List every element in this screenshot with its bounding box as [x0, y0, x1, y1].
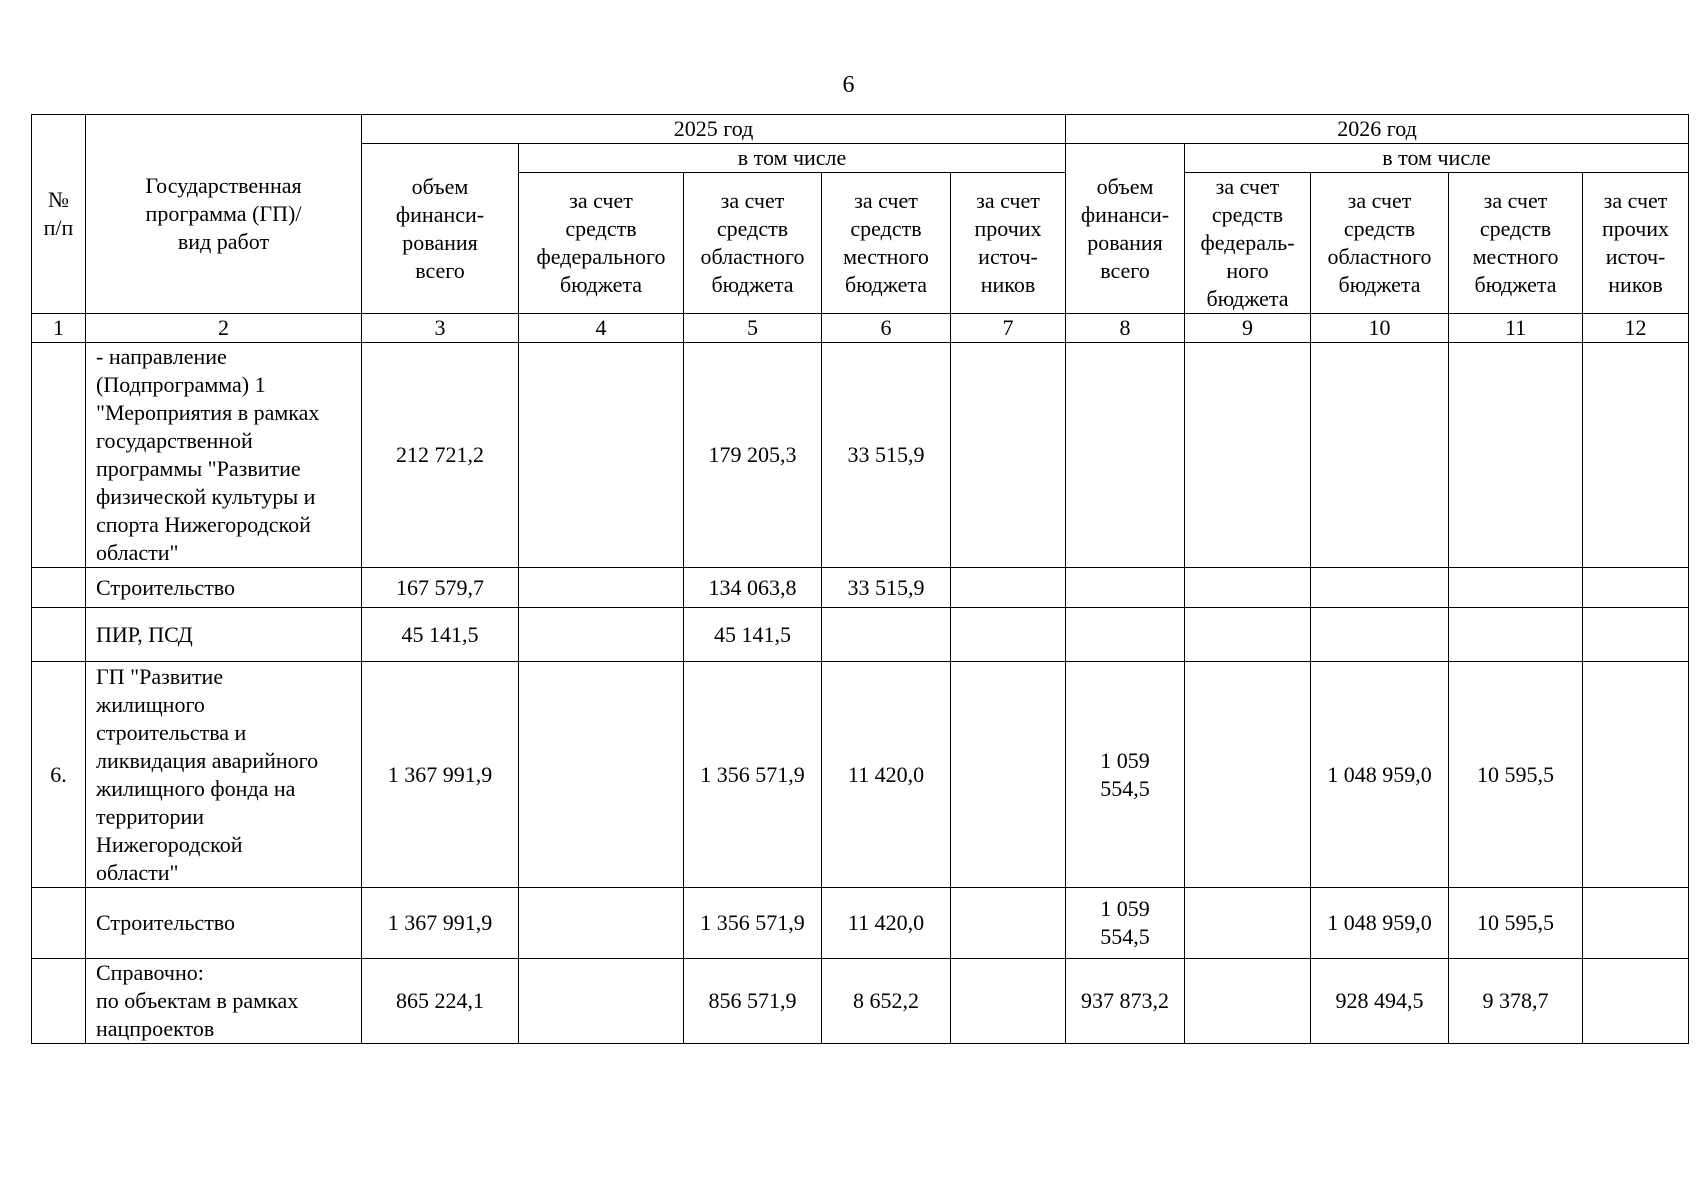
- cell-regional-2026: 928 494,5: [1311, 959, 1449, 1044]
- table-row: [32, 568, 1689, 608]
- column-number-row: [32, 314, 1689, 343]
- financing-table: [31, 114, 1689, 1044]
- row-number: [32, 959, 86, 1044]
- cell-other-2025: [951, 568, 1066, 608]
- table-row: [32, 343, 1689, 568]
- cell-other-2025: [951, 343, 1066, 568]
- cell-other-2025: [951, 959, 1066, 1044]
- cell-other-2025: [951, 608, 1066, 662]
- header-including-2026: в том числе: [1185, 144, 1689, 173]
- cell-federal-2025: [519, 959, 684, 1044]
- table-row: [32, 959, 1689, 1044]
- cell-total-2026: [1066, 343, 1185, 568]
- table-row: [32, 888, 1689, 959]
- header-federal-2025: за счет средств федерального бюджета: [519, 173, 684, 314]
- cell-federal-2026: [1185, 343, 1311, 568]
- column-number: 2: [86, 314, 362, 343]
- cell-regional-2025: 134 063,8: [684, 568, 822, 608]
- cell-total-2025: 1 367 991,9: [362, 888, 519, 959]
- header-local-2025: за счет средств местного бюджета: [822, 173, 951, 314]
- cell-local-2026: [1449, 568, 1583, 608]
- cell-local-2026: 10 595,5: [1449, 888, 1583, 959]
- cell-total-2026: 1 059 554,5: [1066, 888, 1185, 959]
- cell-other-2026: [1583, 959, 1689, 1044]
- row-number: [32, 343, 86, 568]
- cell-federal-2026: [1185, 608, 1311, 662]
- header-year-2026: 2026 год: [1066, 115, 1689, 144]
- cell-other-2026: [1583, 888, 1689, 959]
- cell-federal-2025: [519, 343, 684, 568]
- cell-regional-2026: [1311, 343, 1449, 568]
- header-regional-2025: за счет средств областного бюджета: [684, 173, 822, 314]
- cell-local-2025: 11 420,0: [822, 662, 951, 888]
- row-program-name: Строительство: [86, 568, 362, 608]
- header-program: Государственная программа (ГП)/ вид работ: [86, 115, 362, 314]
- table-row: [32, 608, 1689, 662]
- cell-total-2025: 865 224,1: [362, 959, 519, 1044]
- cell-local-2025: 8 652,2: [822, 959, 951, 1044]
- header-regional-2026: за счет средств областного бюджета: [1311, 173, 1449, 314]
- row-program-name: ГП "Развитие жилищного строительства и ликвидация аварийного жилищного фонда на территории Нижегородской области": [86, 662, 362, 888]
- header-federal-2026: за счет средств федераль- ного бюджета: [1185, 173, 1311, 314]
- cell-regional-2025: 179 205,3: [684, 343, 822, 568]
- cell-local-2026: 9 378,7: [1449, 959, 1583, 1044]
- page-number: 6: [842, 72, 855, 98]
- cell-federal-2026: [1185, 568, 1311, 608]
- column-number: 7: [951, 314, 1066, 343]
- cell-federal-2026: [1185, 959, 1311, 1044]
- cell-federal-2025: [519, 568, 684, 608]
- cell-other-2026: [1583, 608, 1689, 662]
- cell-other-2025: [951, 662, 1066, 888]
- column-number: 12: [1583, 314, 1689, 343]
- cell-local-2025: [822, 608, 951, 662]
- cell-other-2026: [1583, 343, 1689, 568]
- column-number: 6: [822, 314, 951, 343]
- cell-other-2026: [1583, 662, 1689, 888]
- row-program-name: Справочно: по объектам в рамках нацпроектов: [86, 959, 362, 1044]
- cell-federal-2026: [1185, 888, 1311, 959]
- cell-federal-2025: [519, 888, 684, 959]
- row-number: [32, 608, 86, 662]
- cell-total-2025: 45 141,5: [362, 608, 519, 662]
- header-local-2026: за счет средств местного бюджета: [1449, 173, 1583, 314]
- row-number: 6.: [32, 662, 86, 888]
- column-number: 8: [1066, 314, 1185, 343]
- header-including-2025: в том числе: [519, 144, 1066, 173]
- row-number: [32, 568, 86, 608]
- cell-total-2025: 1 367 991,9: [362, 662, 519, 888]
- header-total-2025: объем финанси- рования всего: [362, 144, 519, 314]
- table-row: [32, 662, 1689, 888]
- cell-total-2026: [1066, 608, 1185, 662]
- cell-local-2026: [1449, 608, 1583, 662]
- cell-local-2025: 11 420,0: [822, 888, 951, 959]
- column-number: 11: [1449, 314, 1583, 343]
- cell-federal-2025: [519, 662, 684, 888]
- cell-local-2025: 33 515,9: [822, 343, 951, 568]
- cell-regional-2025: 1 356 571,9: [684, 662, 822, 888]
- cell-total-2026: 1 059 554,5: [1066, 662, 1185, 888]
- cell-other-2025: [951, 888, 1066, 959]
- cell-local-2025: 33 515,9: [822, 568, 951, 608]
- header-year-2025: 2025 год: [362, 115, 1066, 144]
- cell-total-2026: 937 873,2: [1066, 959, 1185, 1044]
- column-number: 4: [519, 314, 684, 343]
- cell-local-2026: [1449, 343, 1583, 568]
- header-total-2026: объем финанси- рования всего: [1066, 144, 1185, 314]
- cell-federal-2026: [1185, 662, 1311, 888]
- cell-regional-2025: 45 141,5: [684, 608, 822, 662]
- cell-other-2026: [1583, 568, 1689, 608]
- column-number: 9: [1185, 314, 1311, 343]
- cell-federal-2025: [519, 608, 684, 662]
- row-number: [32, 888, 86, 959]
- column-number: 1: [32, 314, 86, 343]
- row-program-name: ПИР, ПСД: [86, 608, 362, 662]
- header-other-2025: за счет прочих источ- ников: [951, 173, 1066, 314]
- cell-total-2025: 212 721,2: [362, 343, 519, 568]
- cell-regional-2026: [1311, 608, 1449, 662]
- cell-regional-2025: 856 571,9: [684, 959, 822, 1044]
- cell-regional-2026: [1311, 568, 1449, 608]
- cell-regional-2025: 1 356 571,9: [684, 888, 822, 959]
- header-number: № п/п: [32, 115, 86, 314]
- cell-regional-2026: 1 048 959,0: [1311, 888, 1449, 959]
- cell-total-2026: [1066, 568, 1185, 608]
- cell-total-2025: 167 579,7: [362, 568, 519, 608]
- column-number: 3: [362, 314, 519, 343]
- row-program-name: - направление (Подпрограмма) 1 "Мероприятия в рамках государственной программы "Развитие физической культуры и спорта Нижегородской области": [86, 343, 362, 568]
- header-other-2026: за счет прочих источ- ников: [1583, 173, 1689, 314]
- row-program-name: Строительство: [86, 888, 362, 959]
- cell-local-2026: 10 595,5: [1449, 662, 1583, 888]
- column-number: 5: [684, 314, 822, 343]
- cell-regional-2026: 1 048 959,0: [1311, 662, 1449, 888]
- column-number: 10: [1311, 314, 1449, 343]
